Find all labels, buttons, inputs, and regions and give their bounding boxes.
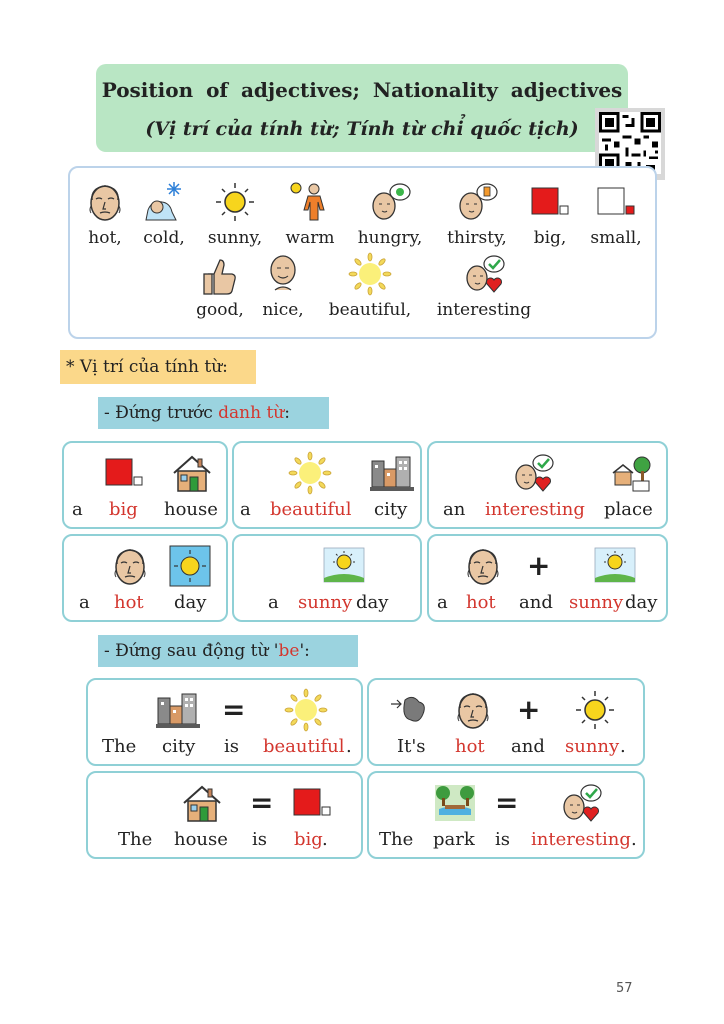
vocab-interesting: interesting	[432, 252, 536, 320]
hot-face-icon	[451, 688, 495, 732]
example-card-its-hot-and-sunny: + It's hot and sunny .	[367, 678, 645, 766]
rock-arrow-icon	[389, 688, 433, 732]
vocab-sunny: sunny,	[205, 180, 265, 248]
section-heading: * Vị trí của tính từ:	[60, 350, 256, 384]
page-subtitle: (Vị trí của tính từ; Tính từ chỉ quốc tịch)	[145, 118, 579, 140]
sunny-day-icon	[593, 544, 637, 588]
city-icon	[156, 688, 200, 732]
sparkle-sun-icon	[284, 688, 328, 732]
example-card-interesting-place: an interesting place	[427, 441, 668, 529]
cold-person-icon	[142, 180, 186, 224]
thirsty-face-icon	[455, 180, 499, 224]
example-card-hot-day: a hot day	[62, 534, 228, 622]
vocab-cold: cold,	[138, 180, 190, 248]
hungry-face-icon	[368, 180, 412, 224]
small-square-icon	[594, 180, 638, 224]
subheading-before-noun: - Đứng trước danh từ:	[98, 397, 329, 429]
vocab-thirsty: thirsty,	[442, 180, 512, 248]
example-card-park-is-interesting: = The park is interesting .	[367, 771, 645, 859]
vocab-good: good,	[192, 252, 248, 320]
page-number: 57	[616, 981, 633, 996]
hot-day-icon	[168, 544, 212, 588]
sun-icon	[573, 688, 617, 732]
sun-icon	[213, 180, 257, 224]
interesting-face-icon	[559, 781, 603, 825]
hot-face-icon	[108, 544, 152, 588]
vocab-warm: warm	[282, 180, 338, 248]
example-card-big-house: a big house	[62, 441, 228, 529]
vocab-nice: nice,	[258, 252, 308, 320]
sunny-day-icon	[322, 544, 366, 588]
big-square-icon	[102, 451, 146, 495]
vocab-beautiful: beautiful,	[324, 252, 416, 320]
sparkle-sun-icon	[348, 252, 392, 296]
example-card-house-is-big: = The house is big .	[86, 771, 363, 859]
example-card-beautiful-city: a beautiful city	[232, 441, 422, 529]
plus-symbol: +	[527, 549, 551, 582]
equals-symbol: =	[495, 786, 519, 819]
park-icon	[433, 781, 477, 825]
equals-symbol: =	[222, 693, 246, 726]
example-card-hot-and-sunny-day: + a hot and sunny day	[427, 534, 668, 622]
page-title: Position of adjectives; Nationality adjectives	[101, 78, 623, 102]
house-icon	[180, 781, 224, 825]
interesting-face-icon	[511, 451, 555, 495]
warm-person-icon	[288, 180, 332, 224]
subheading-after-be: - Đứng sau động từ 'be':	[98, 635, 358, 667]
title-banner	[96, 64, 628, 152]
city-icon	[370, 451, 414, 495]
example-card-sunny-day: a sunny day	[232, 534, 422, 622]
sparkle-sun-icon	[288, 451, 332, 495]
equals-symbol: =	[250, 786, 274, 819]
big-square-icon	[528, 180, 572, 224]
vocab-small: small,	[588, 180, 644, 248]
big-square-icon	[290, 781, 334, 825]
place-icon	[609, 451, 653, 495]
vocab-hot: hot,	[80, 180, 130, 248]
hot-face-icon	[83, 180, 127, 224]
hot-face-icon	[461, 544, 505, 588]
example-card-city-is-beautiful: = The city is beautiful .	[86, 678, 363, 766]
house-icon	[170, 451, 214, 495]
thumbs-up-icon	[198, 252, 242, 296]
vocab-big: big,	[528, 180, 572, 248]
vocab-hungry: hungry,	[355, 180, 425, 248]
vocabulary-box	[68, 166, 657, 339]
interesting-face-icon	[462, 252, 506, 296]
nice-face-icon	[261, 252, 305, 296]
plus-symbol: +	[517, 693, 541, 726]
